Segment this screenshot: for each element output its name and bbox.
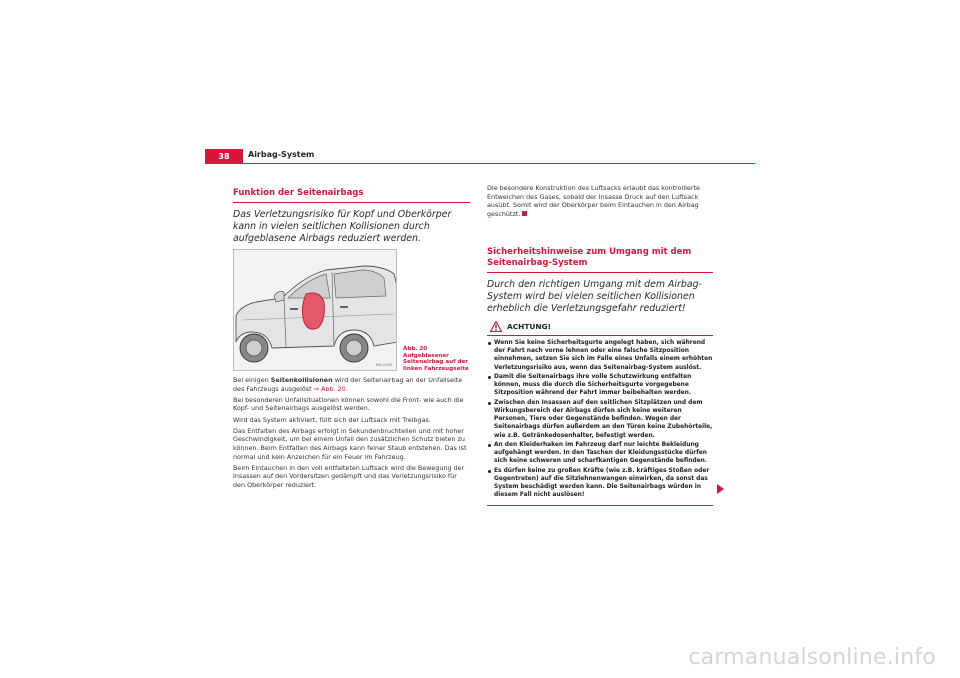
car-side-airbag-illustration [234,250,397,371]
running-title: Airbag-System [248,150,315,159]
header-rule [205,163,755,164]
figure-side-airbag [233,249,397,371]
section-heading-safety-notes: Sicherheitshinweise zum Umgang mit dem Seitenairbag-System [487,247,713,273]
warning-box [487,321,713,506]
warning-triangle-icon [490,321,502,332]
warning-rule [487,335,713,336]
warning-item: Es dürfen keine zu großen Kräfte (wie z.B. kräftiges Stoßen oder Gegentreten) auf die Sitzlehnenwangen einwirken, da sonst das System beschädigt werden kann. Die Seitenairbags würden in diesem Fall nicht auslösen! [487,467,713,500]
paragraph-4: Das Entfalten des Airbags erfolgt in Sekundenbruchteilen und mit hoher Geschwindigkeit, um bei einem Unfall den zusätzlichen Schutz bieten zu können. Beim Entfalten des Airbags kann feiner Staub entstehen. Das ist normal und kein Anzeichen für ein Feuer im Fahrzeug. [233,426,467,461]
left-column [233,188,470,492]
right-column [487,184,713,506]
paragraph-1: Bei einigen Seitenkollisionen wird der Seitenairbag an der Unfallseite des Fahrzeugs ausgelöst ⇒ Abb. 20. [233,376,463,393]
figure-code: B6J-0180 [375,363,392,367]
warning-item: Zwischen den Insassen auf den seitlichen Sitzplätzen und dem Wirkungsbereich der Airbags dürfen sich keine weiteren Personen, Tiere oder Gegenstände befinden. Wegen der Seitenairbags dürfen außerdem an den Türen keine Zubehörteile, wie z.B. Getränkedosenhalter, befestigt werden. [487,399,713,440]
figure-caption: Abb. 20 Aufgeblasener Seitenairbag auf der linken Fahrzeugseite [403,346,469,372]
paragraph-3: Wird das System aktiviert, füllt sich der Luftsack mit Treibgas. [233,415,431,424]
page-number: 38 [205,149,243,164]
paragraph-5: Beim Eintauchen in den voll entfalteten Luftsack wird die Bewegung der Insassen auf den Vordersitzen gedämpft und das Verletzungsrisiko für den Oberkörper reduziert. [233,463,465,489]
figure-row [233,249,470,376]
end-of-section-marker [522,211,527,216]
section-body [233,376,470,490]
paragraph-6: Die besondere Konstruktion des Luftsacks erlaubt das kontrollierte Entweichen des Gases, sobald der Insasse Druck auf den Luftsack ausübt. Somit wird der Oberkörper beim Eintauchen in den Airbag geschützt. [487,184,700,218]
section-lead-safety: Durch den richtigen Umgang mit dem Airbag-System wird bei vielen seitlichen Kollisionen erheblich die Verletzungsgefahr reduziert! [487,278,702,314]
continue-arrow-icon[interactable] [717,484,724,494]
section-heading-side-airbags: Funktion der Seitenairbags [233,188,470,203]
warning-title: ACHTUNG! [507,321,551,331]
watermark: carmanualsonline.info [688,645,936,670]
figure-link[interactable]: ⇒ Abb. 20 [313,384,346,393]
warning-item: Damit die Seitenairbags ihre volle Schutzwirkung entfalten können, muss die durch die Sicherheitsgurte vorgegebene Sitzposition während der Fahrt immer beibehalten werden. [487,373,713,398]
warning-item: Wenn Sie keine Sicherheitsgurte angelegt haben, sich während der Fahrt nach vorne lehnen oder eine falsche Sitzposition einnehmen, setzen Sie sich im Falle eines Unfalls einem erhöhten Verletzungsrisiko aus, wenn das Seitenairbag-System auslöst. [487,339,713,372]
bold-term: Seitenkollisionen [270,376,333,384]
section-body-continued [487,184,713,218]
section-lead: Das Verletzungsrisiko für Kopf und Oberkörper kann in vielen seitlichen Kollisionen durch aufgeblasene Airbags reduziert werden. [233,209,452,244]
warning-header [490,321,713,332]
warning-item: An den Kleiderhaken im Fahrzeug darf nur leichte Bekleidung aufgehängt werden. In den Taschen der Kleidungsstücke dürfen sich keine schweren und scharfkantigen Gegenstände befinden. [487,441,713,466]
paragraph-2: Bei besonderen Unfallsituationen können sowohl die Front- wie auch die Kopf- und Seitenairbags ausgelöst werden. [233,395,464,413]
